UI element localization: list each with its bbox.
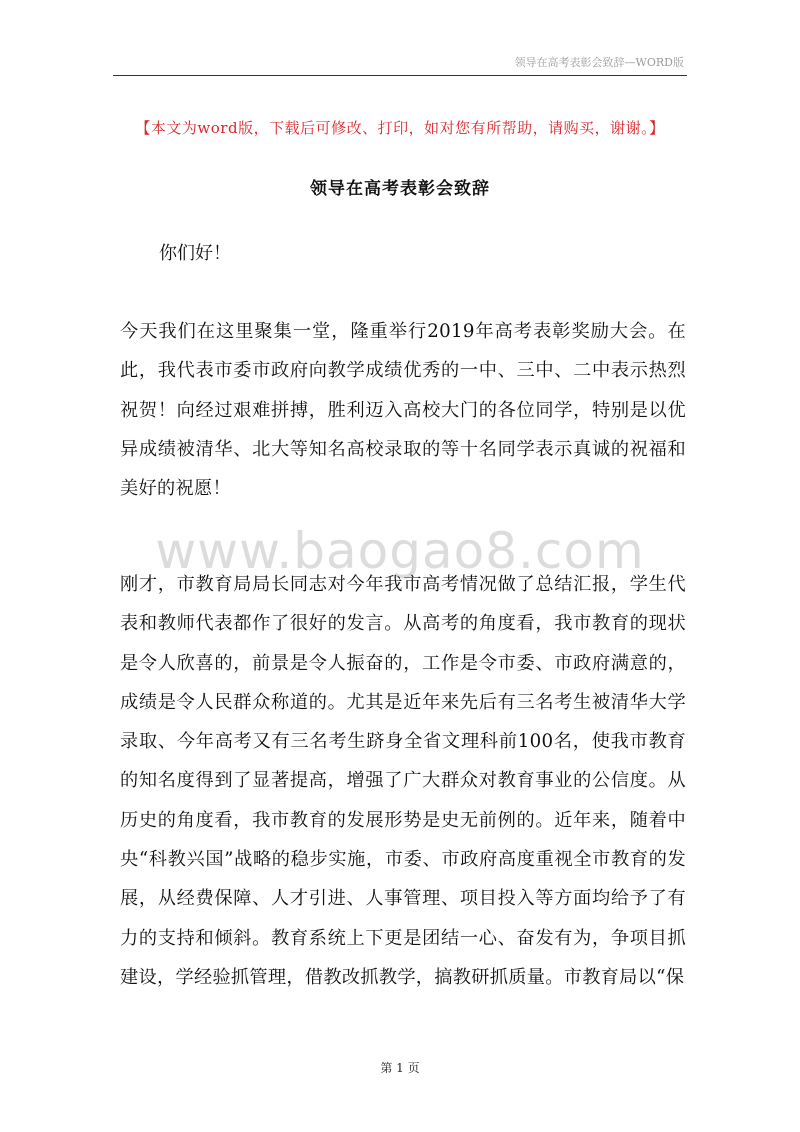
watermark: www.baogao8.com	[155, 522, 645, 580]
greeting: 你们好！	[159, 243, 231, 264]
paragraph-1: 今天我们在这里聚集一堂，隆重举行2019年高考表彰奖励大会。在此，我代表市委市政府向教学成绩优秀的一中、三中、二中表示热烈祝贺！向经过艰难拼搏，胜利迈入高校大门的各位同学，特别是以优异成绩被清华、北大等知名高校录取的等十名同学表示真诚的祝福和美好的祝愿！	[120, 321, 686, 500]
purchase-notice: 【本文为word版，下载后可修改、打印，如对您有所帮助，请购买，谢谢。】	[135, 119, 665, 137]
paragraph-2: 刚才，市教育局局长同志对今年我市高考情况做了总结汇报，学生代表和教师代表都作了很好的发言。从高考的角度看，我市教育的现状是令人欣喜的，前景是令人振奋的，工作是令市委、市政府满意的，成绩是令人民群众称道的。尤其是近年来先后有三名考生被清华大学录取、今年高考又有三名考生跻身全省文理科前100名，使我市教育的知名度得到了显著提高，增强了广大群众对教育事业的公信度。从历史的角度看，我市教育的发展形势是史无前例的。近年来，随着中央“科教兴国”战略的稳步实施，市委、市政府高度重视全市教育的发展，从经费保障、人才引进、人事管理、项目投入等方面均给予了有力的支持和倾斜。教育系统上下更是团结一心、奋发有为，争项目抓建设，学经验抓管理，借教改抓教学，搞教研抓质量。市教育局以“保	[120, 574, 686, 988]
header-divider	[113, 75, 687, 76]
running-header: 领导在高考表彰会致辞—WORD版	[514, 56, 684, 69]
page-number: 第 1 页	[380, 1061, 420, 1075]
document-title: 领导在高考表彰会致辞	[310, 179, 490, 199]
